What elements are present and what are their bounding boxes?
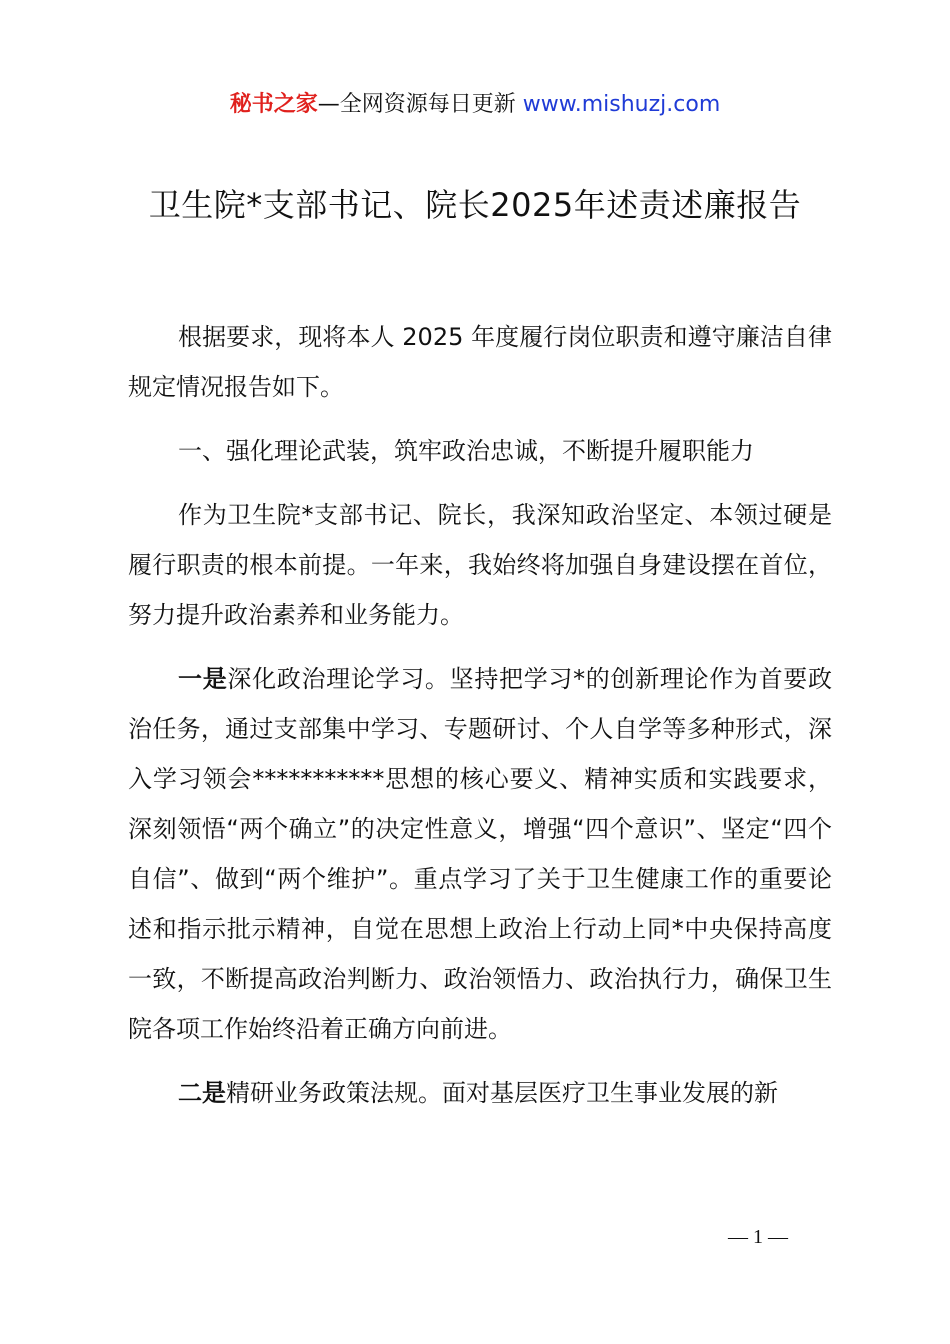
site-slogan: —全网资源每日更新 bbox=[317, 92, 516, 117]
site-url-link[interactable]: www.mishuzj.com bbox=[522, 92, 721, 117]
point-1-lead: 一是 bbox=[178, 665, 228, 693]
point-1-text: 深化政治理论学习。坚持把学习*的创新理论作为首要政治任务，通过支部集中学习、专题研讨、个人自学等多种形式，深入学习领会***********思想的核心要义、精神实质和实践要求，深刻领悟“两个确立”的决定性意义，增强“四个意识”、坚定“四个自信”、做到“两个维护”。重点学习了关于卫生健康工作的重要论述和指示批示精神，自觉在思想上政治上行动上同*中央保持高度一致，不断提高政治判断力、政治领悟力、政治执行力，确保卫生院各项工作始终沿着正确方向前进。 bbox=[128, 665, 833, 1043]
section-1-paragraph: 作为卫生院*支部书记、院长，我深知政治坚定、本领过硬是履行职责的根本前提。一年来，我始终将加强自身建设摆在首位，努力提升政治素养和业务能力。 bbox=[128, 501, 832, 629]
page-number: — 1 — bbox=[728, 1226, 788, 1248]
point-2-lead: 二是 bbox=[178, 1079, 226, 1107]
point-1-paragraph bbox=[128, 654, 832, 1054]
site-header bbox=[0, 88, 950, 122]
point-2-paragraph bbox=[128, 1068, 832, 1118]
section-heading-1: 一、强化理论武装，筑牢政治忠诚，不断提升履职能力 bbox=[178, 437, 754, 465]
document-title: 卫生院*支部书记、院长2025年述责述廉报告 bbox=[148, 186, 802, 224]
document-body bbox=[128, 312, 832, 1118]
intro-paragraph: 根据要求，现将本人 2025 年度履行岗位职责和遵守廉洁自律规定情况报告如下。 bbox=[128, 323, 832, 401]
brand-name: 秘书之家 bbox=[229, 92, 318, 117]
point-2-text: 精研业务政策法规。面对基层医疗卫生事业发展的新 bbox=[226, 1079, 778, 1107]
